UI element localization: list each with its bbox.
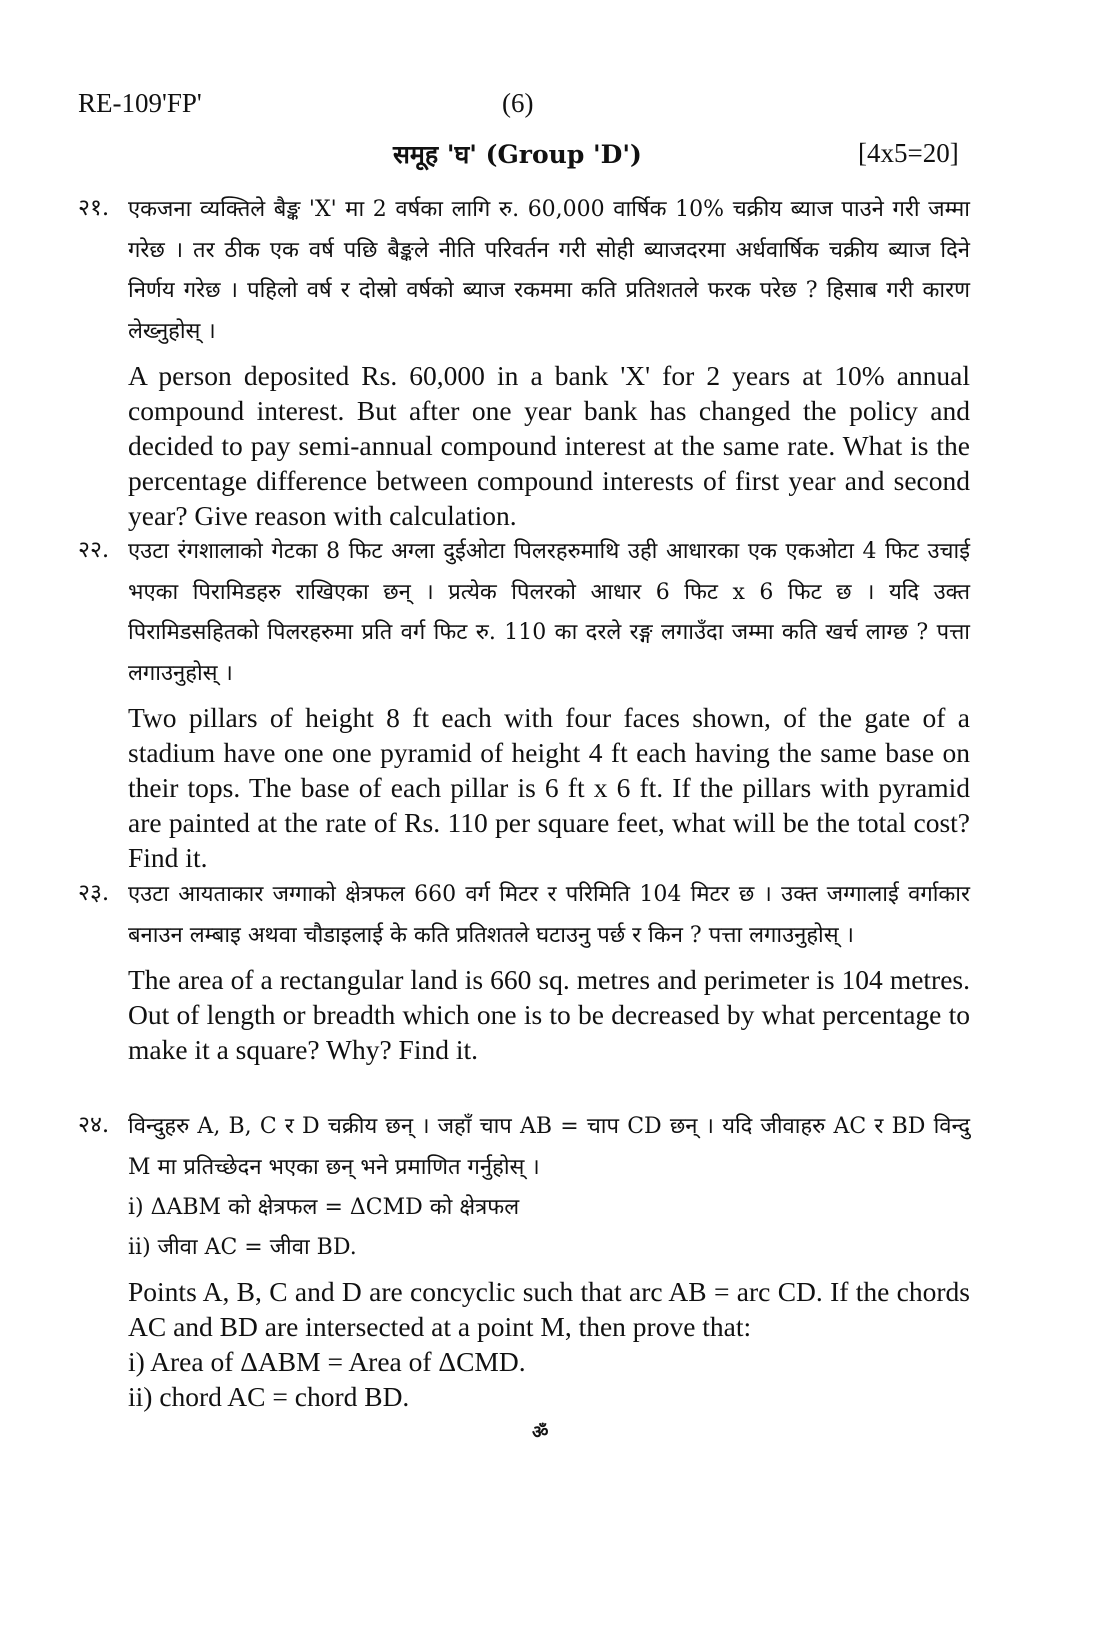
question-number: २२. <box>78 537 110 563</box>
question-english-text: Two pillars of height 8 ft each with four faces shown, of the gate of a stadium have one one pyramid of height 4 ft each having the same base on their tops. The base of each pillar is 6 ft x 6 ft. If the pillars with pyramid are painted at the rate of Rs. 110 per square feet, what will be the total cost? Find it. <box>128 702 970 873</box>
question-nepali-text: एउटा रंगशालाको गेटका 8 फिट अग्ला दुईओटा पिलरहरुमाथि उही आधारका एक एकओटा 4 फिट उचाई भएका पिरामिडहरु राखिएका छन् । प्रत्येक पिलरको आधार 6 फिट x 6 फिट छ । यदि उक्त पिरामिडसहितको पिलरहरुमा प्रति वर्ग फिट रु. 110 का दरले रङ्ग लगाउँदा जम्मा कति खर्च लाग्छ ? पत्ता लगाउनुहोस् । <box>128 539 970 686</box>
question-nepali-text: एउटा आयताकार जग्गाको क्षेत्रफल 660 वर्ग मिटर र परिमिति 104 मिटर छ । उक्त जग्गालाई वर्गाकार बनाउन लम्बाइ अथवा चौडाइलाई के कति प्रतिशतले घटाउनु पर्छ र किन ? पत्ता लगाउनुहोस् । <box>128 882 970 948</box>
question-24 <box>78 1107 970 1414</box>
question-23 <box>78 875 970 1067</box>
question-english-text: A person deposited Rs. 60,000 in a bank 'X' for 2 years at 10% annual compound interest. But after one year bank has changed the policy and decided to pay semi-annual compound interest at the same rate. What is the percentage difference between compound interests of first year and second year? Give reason with calculation. <box>128 360 970 531</box>
english-part-ii: ii) chord AC = chord BD. <box>128 1381 410 1412</box>
question-number: २४. <box>78 1112 110 1138</box>
question-nepali-text: विन्दुहरु A, B, C र D चक्रीय छन् । जहाँ चाप AB = चाप CD छन् । यदि जीवाहरु AC र BD विन्दु M मा प्रतिच्छेदन भएका छन् भने प्रमाणित गर्नुहोस् । <box>128 1114 970 1180</box>
question-nepali-text: एकजना व्यक्तिले बैङ्क 'X' मा 2 वर्षका लागि रु. 60,000 वार्षिक 10% चक्रीय ब्याज पाउने गरी जम्मा गरेछ । तर ठीक एक वर्ष पछि बैङ्कले नीति परिवर्तन गरी सोही ब्याजदरमा अर्धवार्षिक चक्रीय ब्याज दिने निर्णय गरेछ । पहिलो वर्ष र दोस्रो वर्षको ब्याज रकममा कति प्रतिशतले फरक परेछ ? हिसाब गरी कारण लेख्नुहोस् । <box>128 197 970 344</box>
paper-code: RE-109'FP' <box>78 88 202 118</box>
nepali-part-i: i) ΔABM को क्षेत्रफल = ΔCMD को क्षेत्रफल <box>128 1195 520 1220</box>
marks-allocation: [4x5=20] <box>858 138 959 168</box>
question-number: २३. <box>78 880 110 906</box>
question-21 <box>78 190 970 533</box>
question-number: २१. <box>78 195 110 221</box>
english-part-i: i) Area of ΔABM = Area of ΔCMD. <box>128 1346 526 1377</box>
group-heading: समूह 'घ' (Group 'D') <box>393 140 642 169</box>
footer-om-symbol: ॐ <box>532 1422 549 1443</box>
nepali-part-ii: ii) जीवा AC = जीवा BD. <box>128 1235 357 1260</box>
question-22 <box>78 532 970 875</box>
question-english-text: The area of a rectangular land is 660 sq. metres and perimeter is 104 metres. Out of length or breadth which one is to be decreased by what percentage to make it a square? Why? Find it. <box>128 964 970 1065</box>
page-number: (6) <box>502 88 534 118</box>
question-english-text: Points A, B, C and D are concyclic such that arc AB = arc CD. If the chords AC and BD are intersected at a point M, then prove that: <box>128 1276 970 1342</box>
